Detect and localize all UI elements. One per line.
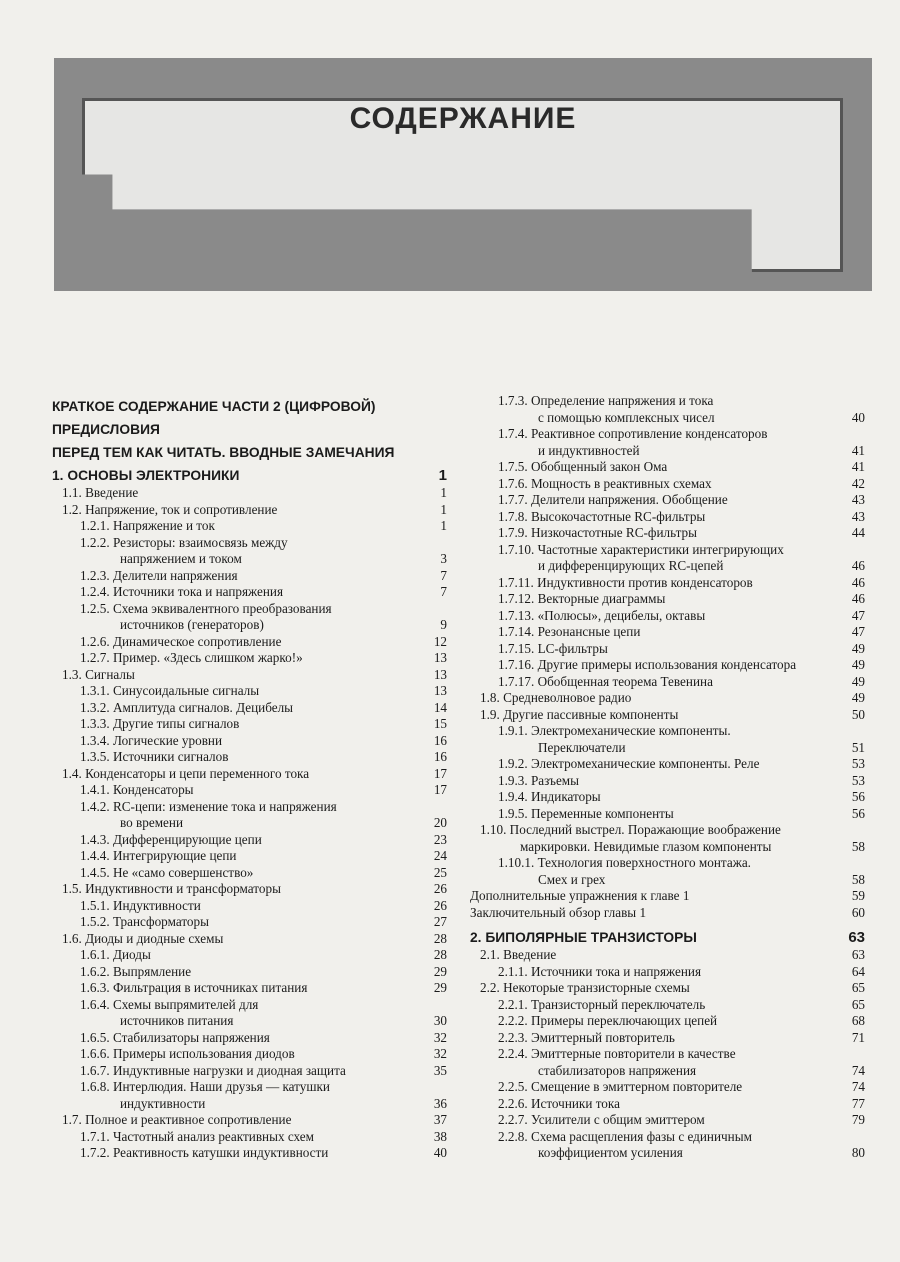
toc-entry: [470, 1079, 865, 1096]
toc-entry-title: 1.3. Сигналы: [62, 666, 135, 682]
toc-page-number: 65: [851, 980, 865, 995]
toc-entry: [52, 980, 447, 997]
toc-entry-title: 2. БИПОЛЯРНЫЕ ТРАНЗИСТОРЫ: [470, 930, 697, 945]
toc-entry-title: 1.2. Напряжение, ток и сопротивление: [62, 501, 278, 517]
toc-entry-title: 1.9.3. Разъемы: [498, 772, 580, 788]
toc-entry-title: 1.5.1. Индуктивности: [80, 897, 201, 913]
toc-entry: [52, 931, 447, 948]
toc-page-number: 15: [433, 716, 447, 731]
toc-page-number: 74: [851, 1079, 865, 1094]
toc-right-column: [470, 393, 865, 1162]
toc-page-number: 25: [433, 864, 447, 880]
toc-entry-title: КРАТКОЕ СОДЕРЖАНИЕ ЧАСТИ 2 (ЦИФРОВОЙ): [52, 399, 376, 414]
toc-entry: [470, 476, 865, 493]
toc-entry-title: 1.7.15. LC-фильтры: [498, 640, 608, 656]
toc-entry-title: 1.7.2. Реактивность катушки индуктивности: [80, 1145, 329, 1160]
toc-entry-title-continuation: источников (генераторов): [120, 617, 264, 632]
toc-entry: [52, 749, 447, 766]
toc-page-number: 7: [440, 584, 447, 599]
toc-page-number: 40: [851, 409, 865, 425]
toc-page-number: 68: [851, 1013, 865, 1028]
toc-entry-title: 1.7.11. Индуктивности против конденсаторов: [498, 574, 753, 590]
toc-page-number: 13: [433, 666, 447, 682]
toc-entry: [470, 426, 865, 459]
toc-entry-title: 2.2.4. Эмиттерные повторители в качестве: [498, 1046, 736, 1061]
toc-entry: [470, 641, 865, 658]
toc-entry-title: 1.4. Конденсаторы и цепи переменного тока: [62, 765, 310, 781]
toc-page-number: 13: [433, 683, 447, 698]
toc-entry-title: 1.7.1. Частотный анализ реактивных схем: [80, 1128, 315, 1144]
toc-page-number: 49: [851, 673, 865, 689]
toc-entry: [470, 575, 865, 592]
toc-entry-title: 1.2.7. Пример. «Здесь слишком жарко!»: [80, 650, 303, 665]
toc-page-number: 58: [851, 838, 865, 854]
toc-entry: [470, 509, 865, 526]
toc-entry: [470, 806, 865, 823]
toc-entry: [470, 492, 865, 509]
toc-page-number: 28: [433, 947, 447, 962]
toc-page-number: 37: [433, 1112, 447, 1127]
toc-entry: [470, 674, 865, 691]
toc-entry-title: 1.3.3. Другие типы сигналов: [80, 716, 240, 731]
toc-entry-title-continuation: Переключатели: [538, 739, 626, 755]
toc-entry-title: 1.2.4. Источники тока и напряжения: [80, 584, 284, 599]
toc-entry-title: 1.4.3. Дифференцирующие цепи: [80, 831, 262, 847]
toc-entry-title: 1.10.1. Технология поверхностного монтажа.: [498, 855, 751, 870]
toc-page-number: 26: [433, 897, 447, 913]
toc-entry-title: 1.9.1. Электромеханические компоненты.: [498, 723, 731, 738]
toc-entry-title-continuation: коэффициентом усиления: [538, 1145, 683, 1160]
toc-entry: [470, 624, 865, 641]
toc-entry-title-continuation: и индуктивностей: [538, 442, 640, 458]
toc-entry: [52, 1112, 447, 1129]
toc-page-number: 43: [851, 508, 865, 524]
toc-entry: [52, 518, 447, 535]
toc-entry-title: 1.1. Введение: [62, 485, 139, 500]
toc-entry-title: 1.7.16. Другие примеры использования конденсатора: [498, 657, 797, 672]
toc-entry: [470, 980, 865, 997]
toc-page-number: 49: [851, 690, 865, 705]
toc-entry: [470, 756, 865, 773]
toc-entry: [470, 1129, 865, 1162]
toc-entry-title-continuation: во времени: [120, 815, 184, 830]
toc-entry: [52, 914, 447, 931]
toc-page-number: 7: [440, 567, 447, 583]
page-title: СОДЕРЖАНИЕ: [349, 102, 577, 135]
toc-page-number: 79: [851, 1112, 865, 1127]
toc-page-number: 50: [851, 706, 865, 722]
toc-page-number: 63: [851, 947, 865, 962]
toc-page-number: 65: [851, 996, 865, 1012]
toc-page-number: 14: [433, 699, 447, 715]
toc-entry: [470, 947, 865, 964]
toc-entry-title: 1.7.9. Низкочастотные RC-фильтры: [498, 525, 697, 540]
toc-entry-title: 1.7. Полное и реактивное сопротивление: [62, 1112, 292, 1127]
toc-entry: [470, 773, 865, 790]
toc-page-number: 20: [433, 815, 447, 830]
toc-page-number: 43: [851, 492, 865, 507]
toc-entry-title: 1.6. Диоды и диодные схемы: [62, 930, 224, 946]
toc-entry: [52, 964, 447, 981]
toc-entry-title-continuation: источников питания: [120, 1013, 234, 1028]
toc-entry-title: 1.3.2. Амплитуда сигналов. Децибелы: [80, 699, 294, 715]
toc-page-number: 24: [433, 848, 447, 863]
toc-entry-title: 1.7.13. «Полюсы», децибелы, октавы: [498, 607, 706, 623]
toc-page-number: 3: [440, 551, 447, 566]
toc-entry-title: 1.7.12. Векторные диаграммы: [498, 591, 666, 606]
toc-page-number: 1: [440, 501, 447, 517]
toc-page-number: 77: [851, 1095, 865, 1111]
toc-entry-title: 2.2. Некоторые транзисторные схемы: [480, 980, 690, 995]
toc-entry: [470, 608, 865, 625]
toc-page-number: 80: [851, 1145, 865, 1160]
toc-entry: [52, 799, 447, 832]
toc-entry-title: 2.2.1. Транзисторный переключатель: [498, 996, 706, 1012]
toc-entry: [52, 997, 447, 1030]
toc-entry: [52, 568, 447, 585]
toc-entry: [470, 542, 865, 575]
toc-page-number: 32: [433, 1029, 447, 1045]
toc-entry-title: 1.6.3. Фильтрация в источниках питания: [80, 980, 308, 995]
toc-chapter-entry: [52, 421, 447, 439]
toc-entry-title-continuation: стабилизаторов напряжения: [538, 1062, 697, 1078]
toc-entry-title: 1.7.14. Резонансные цепи: [498, 624, 641, 639]
toc-entry-title: Заключительный обзор главы 1: [470, 904, 647, 920]
toc-page-number: 29: [433, 963, 447, 979]
toc-page-number: 41: [851, 459, 865, 474]
toc-entry: [52, 898, 447, 915]
toc-entry-title: 1.2.1. Напряжение и ток: [80, 518, 215, 533]
toc-entry: [52, 865, 447, 882]
toc-entry-title: 1.7.17. Обобщенная теорема Тевенина: [498, 673, 713, 689]
toc-entry: [470, 1046, 865, 1079]
toc-page-number: 23: [433, 831, 447, 847]
toc-entry: [52, 832, 447, 849]
toc-entry: [470, 690, 865, 707]
toc-entry: [52, 1079, 447, 1112]
toc-entry: [470, 1112, 865, 1129]
toc-page-number: 53: [851, 772, 865, 788]
toc-entry-title: 1.3.1. Синусоидальные сигналы: [80, 683, 260, 698]
toc-entry: [52, 683, 447, 700]
toc-entry-title: 1.9.4. Индикаторы: [498, 789, 601, 804]
toc-chapter-entry: [52, 398, 447, 416]
toc-entry-title: 1.2.2. Резисторы: взаимосвязь между: [80, 534, 288, 550]
toc-page-number: 51: [851, 739, 865, 755]
toc-entry: [52, 634, 447, 651]
toc-page-number: 74: [851, 1062, 865, 1078]
toc-entry-title: 1.6.4. Схемы выпрямителей для: [80, 996, 259, 1012]
toc-entry-title-continuation: маркировки. Невидимые глазом компоненты: [520, 838, 772, 854]
toc-entry-title: 2.1.1. Источники тока и напряжения: [498, 963, 702, 979]
toc-entry-title: 1.6.8. Интерлюдия. Наши друзья — катушки: [80, 1079, 330, 1094]
toc-page-number: 30: [433, 1013, 447, 1028]
toc-entry-title: 1.2.3. Делители напряжения: [80, 567, 238, 583]
toc-entry: [52, 1030, 447, 1047]
toc-entry-title: 1.5.2. Трансформаторы: [80, 914, 209, 929]
toc-entry: [52, 700, 447, 717]
toc-entry: [52, 1145, 447, 1162]
toc-entry: [52, 716, 447, 733]
toc-entry: [52, 1046, 447, 1063]
toc-page-number: 59: [851, 888, 865, 903]
toc-page-number: 56: [851, 805, 865, 821]
toc-entry-title: 1.4.2. RC-цепи: изменение тока и напряжения: [80, 798, 337, 814]
toc-entry-title: 2.2.3. Эмиттерный повторитель: [498, 1029, 675, 1045]
toc-page-number: 63: [848, 929, 865, 946]
toc-page-number: 58: [851, 871, 865, 887]
toc-entry-title: 1.9.5. Переменные компоненты: [498, 805, 674, 821]
toc-entry: [470, 1096, 865, 1113]
toc-entry-title: ПЕРЕД ТЕМ КАК ЧИТАТЬ. ВВОДНЫЕ ЗАМЕЧАНИЯ: [52, 445, 395, 460]
toc-page-number: 38: [433, 1128, 447, 1144]
toc-entry: [52, 502, 447, 519]
toc-page-number: 41: [851, 442, 865, 458]
toc-entry-title: 1.4.4. Интегрирующие цепи: [80, 848, 237, 863]
toc-entry-title: 1.7.10. Частотные характеристики интегрирующих: [498, 541, 784, 557]
toc-entry: [470, 707, 865, 724]
toc-entry-title: 1.7.6. Мощность в реактивных схемах: [498, 475, 712, 491]
toc-page-number: 47: [851, 624, 865, 639]
toc-entry: [52, 848, 447, 865]
toc-page-number: 17: [433, 765, 447, 781]
toc-entry: [470, 1013, 865, 1030]
toc-entry: [470, 822, 865, 855]
toc-page-number: 40: [433, 1145, 447, 1160]
toc-entry-title: 1.7.4. Реактивное сопротивление конденсаторов: [498, 426, 768, 441]
toc-page-number: 35: [433, 1062, 447, 1078]
toc-entry-title: Дополнительные упражнения к главе 1: [470, 888, 690, 903]
toc-entry: [470, 525, 865, 542]
toc-page-number: 71: [851, 1029, 865, 1045]
toc-entry-title: 1.6.6. Примеры использования диодов: [80, 1046, 295, 1061]
toc-entry-title-continuation: с помощью комплексных чисел: [538, 409, 715, 425]
toc-page-number: 1: [438, 467, 447, 484]
toc-page-number: 49: [851, 657, 865, 672]
toc-entry: [470, 459, 865, 476]
toc-entry-title-continuation: Смех и грех: [538, 871, 606, 887]
toc-entry: [470, 964, 865, 981]
toc-entry: [52, 667, 447, 684]
toc-page-number: 49: [851, 640, 865, 656]
toc-entry-title: 1. ОСНОВЫ ЭЛЕКТРОНИКИ: [52, 468, 240, 483]
toc-entry-title: 1.3.5. Источники сигналов: [80, 749, 229, 764]
toc-page-number: 46: [851, 558, 865, 573]
toc-page-number: 56: [851, 789, 865, 804]
toc-page-number: 17: [433, 782, 447, 797]
toc-page-number: 16: [433, 732, 447, 748]
toc-entry: [52, 601, 447, 634]
toc-entry-title: 1.7.7. Делители напряжения. Обобщение: [498, 492, 728, 507]
toc-entry-title: 1.2.5. Схема эквивалентного преобразования: [80, 600, 332, 616]
toc-entry-title-continuation: индуктивности: [120, 1095, 206, 1111]
toc-entry: [470, 905, 865, 922]
toc-entry: [470, 393, 865, 426]
toc-entry-title: 1.9.2. Электромеханические компоненты. Реле: [498, 756, 760, 771]
toc-page-number: 46: [851, 591, 865, 606]
toc-page-number: 12: [433, 633, 447, 649]
toc-entry: [470, 888, 865, 905]
toc-left-column: [52, 393, 447, 1162]
toc-entry-title: 2.2.6. Источники тока: [498, 1095, 620, 1111]
toc-page-number: 44: [851, 525, 865, 540]
toc-chapter-entry: [52, 467, 447, 485]
toc-entry-title: 1.5. Индуктивности и трансформаторы: [62, 881, 281, 896]
toc-page-number: 46: [851, 574, 865, 590]
toc-entry: [52, 1129, 447, 1146]
toc-page-number: 32: [433, 1046, 447, 1061]
toc-entry-title: 1.6.2. Выпрямление: [80, 963, 192, 979]
toc-entry: [52, 1063, 447, 1080]
toc-page-number: 28: [433, 930, 447, 946]
toc-page-number: 47: [851, 607, 865, 623]
toc-entry: [52, 485, 447, 502]
toc-entry-title: 2.2.2. Примеры переключающих цепей: [498, 1013, 718, 1028]
toc-page-number: 9: [440, 617, 447, 632]
toc-page-number: 53: [851, 756, 865, 771]
toc-entry-title: 1.7.5. Обобщенный закон Ома: [498, 459, 668, 474]
toc-page-number: 13: [433, 650, 447, 665]
toc-entry: [52, 881, 447, 898]
toc-entry: [52, 782, 447, 799]
toc-entry-title: 1.2.6. Динамическое сопротивление: [80, 633, 282, 649]
toc-chapter-entry: [470, 929, 865, 947]
toc-entry-title: 2.2.8. Схема расщепления фазы с единичным: [498, 1128, 752, 1144]
toc-page-number: 29: [433, 980, 447, 995]
toc-entry-title: 1.6.5. Стабилизаторы напряжения: [80, 1029, 270, 1045]
toc-entry: [470, 657, 865, 674]
toc-entry: [52, 650, 447, 667]
toc-page-number: 1: [440, 485, 447, 500]
toc-entry: [470, 591, 865, 608]
toc-entry-title: 1.3.4. Логические уровни: [80, 732, 223, 748]
toc-entry-title: 1.4.1. Конденсаторы: [80, 782, 194, 797]
toc-chapter-entry: [52, 444, 447, 462]
toc-page-number: 60: [851, 904, 865, 920]
toc-entry: [470, 997, 865, 1014]
toc-page-number: 64: [851, 963, 865, 979]
toc-entry-title: 2.2.7. Усилители с общим эмиттером: [498, 1112, 705, 1127]
toc-entry-title: 1.6.7. Индуктивные нагрузки и диодная защита: [80, 1062, 346, 1078]
toc-entry: [470, 789, 865, 806]
toc-page-number: 36: [433, 1095, 447, 1111]
toc-entry: [52, 947, 447, 964]
header-banner: [54, 58, 872, 291]
toc-page-number: 16: [433, 749, 447, 764]
toc-entry: [470, 723, 865, 756]
toc-entry-title: 1.4.5. Не «само совершенство»: [80, 864, 254, 880]
toc-entry-title: 2.2.5. Смещение в эмиттерном повторителе: [498, 1079, 743, 1094]
toc-entry-title: 1.8. Средневолновое радио: [480, 690, 632, 705]
toc-entry-title: 1.10. Последний выстрел. Поражающие воображение: [480, 822, 781, 837]
toc-entry-title: 1.9. Другие пассивные компоненты: [480, 706, 679, 722]
toc-entry-title: 1.7.8. Высокочастотные RC-фильтры: [498, 508, 706, 524]
toc-page-number: 1: [440, 518, 447, 533]
toc-entry: [52, 766, 447, 783]
toc-entry-title-continuation: напряжением и током: [120, 551, 242, 566]
toc-entry-title-continuation: и дифференцирующих RC-цепей: [538, 558, 724, 573]
toc-entry-title: 1.6.1. Диоды: [80, 947, 151, 962]
toc-page-number: 42: [851, 475, 865, 491]
toc-entry: [52, 733, 447, 750]
toc-entry: [52, 535, 447, 568]
toc-entry-title: 1.7.3. Определение напряжения и тока: [498, 393, 714, 408]
toc-page-number: 27: [433, 914, 447, 929]
toc-entry-title: 2.1. Введение: [480, 947, 557, 962]
toc-page-number: 26: [433, 881, 447, 896]
toc-entry: [470, 1030, 865, 1047]
toc-entry: [52, 584, 447, 601]
toc-entry: [470, 855, 865, 888]
toc-entry-title: ПРЕДИСЛОВИЯ: [52, 422, 160, 437]
